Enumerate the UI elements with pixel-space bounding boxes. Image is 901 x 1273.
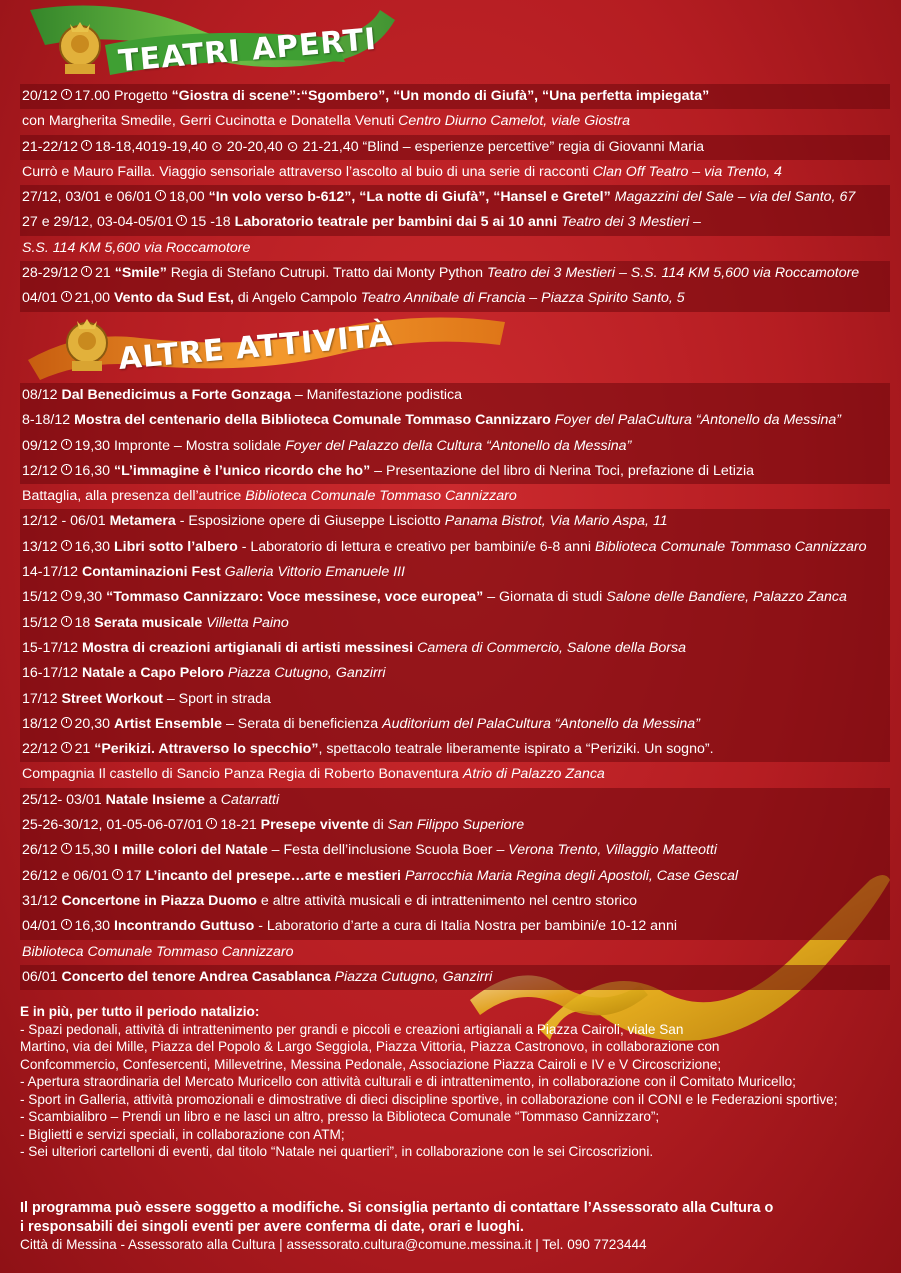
- event-title: “Tommaso Cannizzaro: Voce messinese, voce europea”: [106, 589, 484, 606]
- extra-info: [20, 1003, 890, 1161]
- event-date: 22/12: [22, 741, 58, 758]
- event-details: a: [205, 791, 221, 808]
- clock-icon: [61, 464, 72, 475]
- event-row: [20, 509, 890, 534]
- event-row: [20, 940, 890, 965]
- event-venue: Centro Diurno Camelot, viale Giostra: [398, 113, 630, 130]
- extra-info-item: - Biglietti e servizi speciali, in collaborazione con ATM;: [20, 1126, 345, 1142]
- event-row: [20, 560, 890, 585]
- event-title: Natale a Capo Peloro: [81, 665, 224, 682]
- lion-emblem-icon: [55, 18, 105, 78]
- event-title: Natale Insieme: [105, 791, 206, 808]
- event-date: 18/12: [22, 715, 58, 732]
- event-date: 15/12: [22, 614, 58, 631]
- event-title: I mille colori del Natale: [113, 842, 268, 859]
- event-title: Artist Ensemble: [113, 715, 222, 732]
- event-row: [20, 838, 890, 863]
- clock-icon: [61, 540, 72, 551]
- event-title: Dal Benedicimus a Forte Gonzaga: [61, 387, 291, 403]
- event-title: “In volo verso b-612”, “La notte di Giufà”, “Hansel e Gretel”: [208, 189, 611, 206]
- event-text: Currò e Mauro Failla. Viaggio sensoriale attraverso l’ascolto al buio di una serie di racconti: [22, 163, 593, 180]
- event-text: con Margherita Smedile, Gerri Cucinotta e Donatella Venuti: [22, 113, 399, 130]
- event-details: – Festa dell’inclusione Scuola Boer –: [267, 842, 509, 859]
- event-time: 15 -18: [190, 214, 231, 231]
- event-row: [20, 383, 890, 408]
- event-time: 18-21: [220, 817, 257, 834]
- event-row: [20, 611, 890, 636]
- event-time: 17: [125, 867, 142, 884]
- event-venue: Verona Trento, Villaggio Matteotti: [508, 842, 718, 859]
- event-details: – Manifestazione podistica: [290, 387, 463, 403]
- teatri-list: [20, 84, 890, 312]
- event-title: Street Workout: [61, 690, 163, 707]
- event-venue: San Filippo Superiore: [387, 817, 525, 834]
- event-row: [20, 813, 890, 838]
- event-date: 09/12: [22, 437, 58, 454]
- extra-info-item: - Apertura straordinaria del Mercato Muricello con attività culturali e di intrattenimento, in collaborazione con il Comitato Muricello;: [20, 1074, 796, 1089]
- event-row: [20, 84, 890, 109]
- event-date: 21-22/12: [22, 138, 79, 155]
- event-details: – Serata di beneficienza: [222, 715, 383, 732]
- event-date: 26/12: [22, 842, 58, 859]
- event-row: [20, 261, 890, 286]
- event-row: [20, 185, 890, 210]
- extra-info-item: Confcommercio, Confesercenti, Millevetrine, Messina Pedonale, Associazione Piazza Cairoli e IV e V Circoscrizione;: [20, 1056, 722, 1072]
- event-venue: Piazza Cutugno, Ganzirri: [334, 968, 493, 985]
- event-details: di Angelo Campolo: [233, 290, 361, 307]
- event-date: 8-18/12: [22, 412, 71, 429]
- event-venue: Salone delle Bandiere, Palazzo Zanca: [606, 589, 847, 606]
- event-time: 9,30: [74, 589, 103, 606]
- event-time: 18-18,40: [95, 138, 152, 155]
- event-date: 08/12: [22, 387, 58, 403]
- event-text: Progetto: [110, 88, 172, 104]
- event-venue: Biblioteca Comunale Tommaso Cannizzaro: [595, 538, 867, 555]
- event-title: Concerto del tenore Andrea Casablanca: [61, 968, 331, 985]
- event-details: e altre attività musicali e di intrattenimento nel centro storico: [256, 892, 638, 909]
- clock-icon: [61, 742, 72, 753]
- event-title: Incontrando Guttuso: [113, 918, 255, 935]
- event-time: 16,30: [74, 462, 111, 479]
- event-date: 13/12: [22, 538, 58, 555]
- event-title: Laboratorio teatrale per bambini dai 5 ai 10 anni: [234, 214, 558, 231]
- event-time: 21: [95, 265, 111, 282]
- event-row: [20, 286, 890, 311]
- clock-icon: [206, 818, 217, 829]
- event-row: [20, 762, 890, 787]
- event-date: 12/12 - 06/01: [22, 513, 106, 530]
- event-row: [20, 965, 890, 990]
- event-title: Presepe vivente: [260, 817, 369, 834]
- event-title: Concertone in Piazza Duomo: [61, 892, 257, 909]
- clock-icon: [81, 140, 92, 151]
- event-venue: Panama Bistrot, Via Mario Aspa, 11: [444, 513, 668, 530]
- clock-icon: [112, 869, 123, 880]
- extra-info-item: - Sport in Galleria, attività promozionali e dimostrative di dieci discipline sportive, in collaborazione con il CONI e le Federazioni sportive;: [20, 1091, 838, 1107]
- event-row: [20, 459, 890, 484]
- event-row: [20, 210, 890, 235]
- clock-icon: [61, 919, 72, 930]
- event-title: “Smile”: [114, 265, 167, 282]
- event-details: - Laboratorio di lettura e creativo per bambini/e 6-8 anni: [237, 538, 596, 555]
- event-venue: Catarratti: [220, 791, 280, 808]
- event-time: 16,30: [74, 538, 111, 555]
- event-date: 04/01: [22, 290, 58, 307]
- event-venue: Teatro dei 3 Mestieri – S.S. 114 KM 5,600 via Roccamotore: [486, 265, 860, 282]
- event-time: 19,30: [74, 437, 111, 454]
- clock-icon: [61, 843, 72, 854]
- event-date: 17/12: [22, 690, 58, 707]
- event-date: 04/01: [22, 918, 58, 935]
- event-row: [20, 236, 890, 261]
- event-time: 18,00: [169, 189, 205, 206]
- clock-icon: [61, 616, 72, 627]
- event-row: [20, 737, 890, 762]
- event-details: 19-19,40 ⊙ 20-20,40 ⊙ 21-21,40 “Blind – esperienze percettive” regia di Giovanni Maria: [151, 138, 704, 155]
- event-venue: Villetta Paino: [206, 614, 289, 631]
- event-row: [20, 408, 890, 433]
- clock-icon: [61, 439, 72, 450]
- event-details: – Presentazione del libro di Nerina Toci, prefazione di Letizia: [370, 462, 755, 479]
- event-details: – Giornata di studi: [483, 589, 607, 606]
- event-row: [20, 484, 890, 509]
- event-row: [20, 535, 890, 560]
- event-venue: Clan Off Teatro – via Trento, 4: [592, 163, 782, 180]
- event-row: [20, 914, 890, 939]
- event-title: Mostra del centenario della Biblioteca Comunale Tommaso Cannizzaro: [74, 412, 551, 429]
- event-date: 26/12 e 06/01: [22, 867, 109, 884]
- event-row: [20, 687, 890, 712]
- event-row: [20, 864, 890, 889]
- event-venue: Auditorium del PalaCultura “Antonello da Messina”: [382, 715, 700, 732]
- event-time: 21: [74, 741, 91, 758]
- event-venue: Magazzini del Sale – via del Santo, 67: [614, 189, 856, 206]
- event-time: 17.00: [74, 88, 111, 104]
- event-time: 18: [74, 614, 91, 631]
- event-venue: Teatro Annibale di Francia – Piazza Spirito Santo, 5: [360, 290, 685, 307]
- event-venue: Foyer del Palazzo della Cultura “Antonello da Messina”: [285, 437, 632, 454]
- lion-emblem-icon: [62, 315, 112, 375]
- event-title: Libri sotto l’albero: [113, 538, 238, 555]
- event-venue: S.S. 114 KM 5,600 via Roccamotore: [22, 239, 251, 256]
- event-title: “Perikizi. Attraverso lo specchio”: [94, 741, 319, 758]
- event-date: 25/12- 03/01: [22, 791, 102, 808]
- event-date: 31/12: [22, 892, 58, 909]
- event-row: [20, 788, 890, 813]
- closing-line-1: Il programma può essere soggetto a modifiche. Si consiglia pertanto di contattare l’Assessorato alla Cultura o: [20, 1200, 774, 1216]
- clock-icon: [155, 190, 166, 201]
- event-title: Vento da Sud Est,: [113, 290, 234, 307]
- event-title: Serata musicale: [94, 614, 203, 631]
- event-venue: Teatro dei 3 Mestieri –: [561, 214, 701, 231]
- clock-icon: [61, 291, 72, 302]
- event-text: Battaglia, alla presenza dell’autrice: [22, 488, 246, 505]
- event-time: 20,30: [74, 715, 111, 732]
- extra-info-item: - Spazi pedonali, attività di intrattenimento per grandi e piccoli e creazioni artigianali a Piazza Cairoli, viale San: [20, 1021, 684, 1037]
- clock-icon: [176, 215, 187, 226]
- clock-icon: [61, 590, 72, 601]
- event-date: 20/12: [22, 88, 58, 104]
- teatri-aperti-title: TEATRI APERTI: [116, 21, 379, 80]
- event-row: [20, 585, 890, 610]
- event-details: , spettacolo teatrale liberamente ispirato a “Periziki. Un sogno”.: [318, 741, 714, 758]
- event-venue: Piazza Cutugno, Ganzirri: [227, 665, 386, 682]
- clock-icon: [61, 717, 72, 728]
- extra-info-item: Martino, via dei Mille, Piazza del Popolo & Largo Seggiola, Piazza Vittoria, Piazza Castronovo, in collaborazione con: [20, 1039, 720, 1054]
- event-venue: Camera di Commercio, Salone della Borsa: [417, 639, 686, 656]
- event-title: Contaminazioni Fest: [81, 564, 221, 581]
- event-date: 15-17/12: [22, 639, 79, 656]
- event-title: “Giostra di scene”:“Sgombero”, “Un mondo di Giufà”, “Una perfetta impiegata”: [171, 88, 710, 104]
- clock-icon: [81, 266, 92, 277]
- event-details: - Esposizione opere di Giuseppe Lisciotto: [175, 513, 445, 530]
- event-date: 15/12: [22, 589, 58, 606]
- event-venue: Foyer del PalaCultura “Antonello da Messina”: [554, 412, 841, 429]
- event-row: [20, 712, 890, 737]
- extra-info-item: - Scambialibro – Prendi un libro e ne lasci un altro, presso la Biblioteca Comunale “Tommaso Cannizzaro”;: [20, 1109, 660, 1124]
- event-date: 27/12, 03/01 e 06/01: [22, 189, 153, 206]
- event-title: Mostra di creazioni artigianali di artisti messinesi: [81, 639, 414, 656]
- event-date: 28-29/12: [22, 265, 79, 282]
- event-title: “L’immagine è l’unico ricordo che ho”: [113, 462, 371, 479]
- closing-note: [20, 1199, 890, 1255]
- event-row: [20, 661, 890, 686]
- event-venue: Galleria Vittorio Emanuele III: [224, 564, 405, 581]
- event-row: [20, 109, 890, 134]
- event-date: 27 e 29/12, 03-04-05/01: [22, 214, 174, 231]
- altre-attivita-title: ALTRE ATTIVITÀ: [116, 318, 395, 377]
- event-date: 16-17/12: [22, 665, 79, 682]
- event-details: - Laboratorio d’arte a cura di Italia Nostra per bambini/e 10-12 anni: [254, 918, 677, 935]
- event-date: 12/12: [22, 462, 58, 479]
- contact-line: Città di Messina - Assessorato alla Cultura | assessorato.cultura@comune.messina.it | Tel. 090 7723444: [20, 1237, 647, 1252]
- event-title: L’incanto del presepe…arte e mestieri: [145, 867, 401, 884]
- event-text: Compagnia Il castello di Sancio Panza Regia di Roberto Bonaventura: [22, 766, 463, 783]
- event-time: 15,30: [74, 842, 111, 859]
- event-time: 16,30: [74, 918, 111, 935]
- event-row: [20, 434, 890, 459]
- closing-line-2: i responsabili dei singoli eventi per avere conferma di date, orari e luoghi.: [20, 1218, 524, 1235]
- event-date: 14-17/12: [22, 564, 79, 581]
- event-details: Regia di Stefano Cutrupi. Tratto dai Monty Python: [166, 265, 487, 282]
- event-row: [20, 160, 890, 185]
- event-row: [20, 135, 890, 160]
- event-venue: Biblioteca Comunale Tommaso Cannizzaro: [245, 488, 517, 505]
- event-venue: Biblioteca Comunale Tommaso Cannizzaro: [22, 943, 294, 960]
- altre-list: [20, 383, 890, 990]
- event-venue: Atrio di Palazzo Zanca: [462, 766, 605, 783]
- event-venue: Parrocchia Maria Regina degli Apostoli, Case Gescal: [404, 867, 738, 884]
- event-date: 06/01: [22, 968, 58, 985]
- event-details: di: [368, 817, 388, 834]
- clock-icon: [61, 89, 72, 100]
- extra-info-heading: E in più, per tutto il periodo natalizio:: [20, 1004, 260, 1019]
- event-row: [20, 636, 890, 661]
- event-time: 21,00: [74, 290, 111, 307]
- event-title: Metamera: [109, 513, 176, 530]
- event-date: 25-26-30/12, 01-05-06-07/01: [22, 817, 204, 834]
- extra-info-item: - Sei ulteriori cartelloni di eventi, dal titolo “Natale nei quartieri”, in collaborazione con le sei Circoscrizioni.: [20, 1144, 654, 1159]
- event-row: [20, 889, 890, 914]
- event-details: – Sport in strada: [162, 690, 271, 707]
- event-text: Impronte – Mostra solidale: [110, 437, 286, 454]
